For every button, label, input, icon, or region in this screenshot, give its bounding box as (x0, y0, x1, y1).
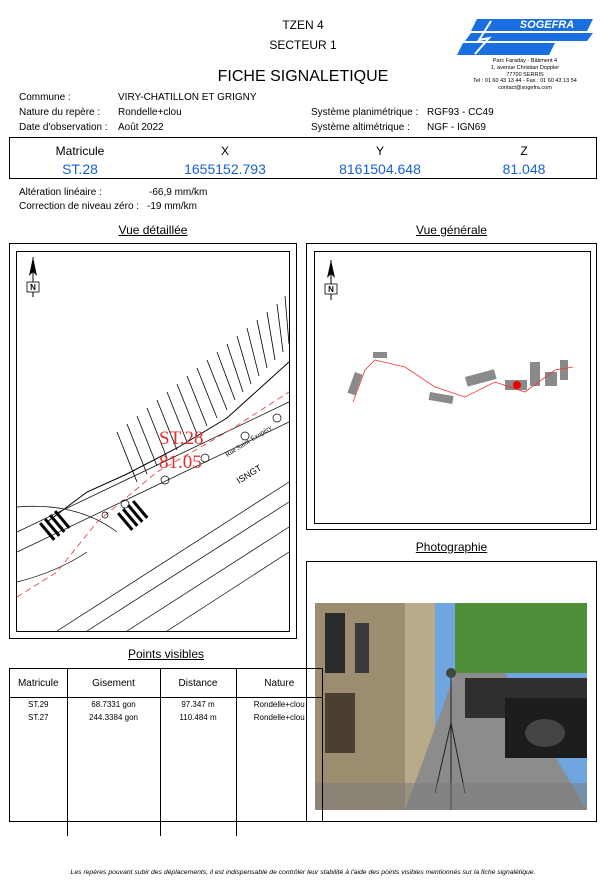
date-label: Date d'observation : (19, 122, 108, 133)
station-photo (315, 603, 587, 810)
table-cell: ST.29 (10, 698, 67, 712)
address-line: contact@sogefra.com (498, 85, 552, 92)
date-value: Août 2022 (118, 122, 164, 133)
table-cell: ST.27 (10, 711, 67, 724)
detail-label-altitude: 81.05 (159, 452, 202, 473)
info-left (19, 90, 108, 135)
detail-map-drawing (17, 252, 289, 631)
company-address (455, 58, 595, 92)
correction-label: Correction de niveau zéro : (19, 201, 140, 212)
info-right (311, 105, 418, 135)
table-row (10, 698, 322, 712)
footer-note: Les repères pouvant subir des déplacements, il est indispensable de contrôler leur stabilité à l'aide des points visibles mentionnés sur la fiche signalétique. (70, 869, 536, 876)
general-map (314, 251, 591, 524)
column-header: Matricule (10, 669, 67, 698)
coord-header-y: Y (375, 144, 384, 158)
page-title: FICHE SIGNALETIQUE (217, 68, 389, 85)
info-right-values (427, 105, 494, 135)
address-line: Parc Faraday - Bâtiment 4 (492, 58, 558, 64)
alti-value: NGF - IGN69 (427, 122, 486, 133)
coord-value-y: 8161504.648 (339, 161, 421, 177)
table-cell: Rondelle+clou (253, 713, 305, 722)
detail-label-matricule: ST.28 (159, 428, 204, 449)
plani-value: RGF93 - CC49 (427, 107, 494, 118)
general-view-frame (306, 243, 597, 530)
coord-value-matricule: ST.28 (62, 161, 98, 177)
alteration-label: Altération linéaire : (19, 187, 102, 198)
station-marker-icon (513, 381, 521, 389)
company-logo (455, 18, 595, 56)
column-header: Distance (160, 669, 236, 698)
coordinates-box (9, 137, 597, 179)
address-line: 1, avenue Christian Doppler (490, 64, 560, 71)
table-cell: 110.484 m (160, 711, 236, 724)
column-header: Gisement (67, 669, 160, 698)
north-label: N (328, 285, 334, 294)
north-label: N (30, 283, 36, 292)
detail-view-frame (9, 243, 297, 639)
address-line: 77700 SERRIS (506, 71, 544, 78)
plani-label: Système planimétrique : (311, 107, 419, 118)
photo-title: Photographie (415, 540, 488, 554)
commune-value: VIRY-CHATILLON ET GRIGNY (118, 92, 257, 103)
nature-value: Rondelle+clou (118, 107, 182, 118)
street-name: Rue Saint-Exupéry (223, 423, 274, 459)
visible-points-table (9, 668, 323, 822)
table-cell: 68.7331 gon (67, 698, 160, 712)
address-line: Tel : 01 60 43 13 44 - Fax : 01 60 43 13 54 (473, 78, 577, 85)
detail-map (16, 251, 290, 632)
coord-header-z: Z (520, 144, 528, 158)
photo-frame (306, 561, 597, 822)
coord-header-x: X (220, 144, 229, 158)
north-arrow-icon (325, 260, 337, 300)
photo-image (315, 603, 587, 810)
correction-value: -19 mm/km (147, 201, 197, 212)
table-cell: 244.3384 gon (67, 711, 160, 724)
sector-title: SECTEUR 1 (269, 38, 337, 52)
detail-view-title: Vue détaillée (118, 223, 188, 237)
general-view-title: Vue générale (416, 223, 487, 237)
coord-header-matricule: Matricule (55, 144, 105, 158)
table-row (10, 711, 322, 724)
table-row-empty (10, 724, 322, 836)
table-cell: 97.347 m (160, 698, 236, 712)
coord-value-x: 1655152.793 (184, 161, 266, 177)
commune-label: Commune : (19, 92, 71, 103)
nature-label: Nature du repère : (19, 107, 101, 118)
coord-value-z: 81.048 (502, 161, 546, 177)
table-cell: Rondelle+clou (253, 700, 305, 709)
visible-points-title: Points visibles (127, 647, 205, 661)
column-header: Nature (236, 669, 322, 698)
company-name: SOGEFRA (519, 19, 575, 31)
road-marking: ISNGT (234, 462, 264, 486)
project-title: TZEN 4 (282, 18, 324, 32)
alti-label: Système altimétrique : (311, 122, 410, 133)
info-left-values (118, 90, 257, 135)
alteration-value: -66,9 mm/km (149, 187, 208, 198)
general-map-drawing (315, 252, 590, 523)
